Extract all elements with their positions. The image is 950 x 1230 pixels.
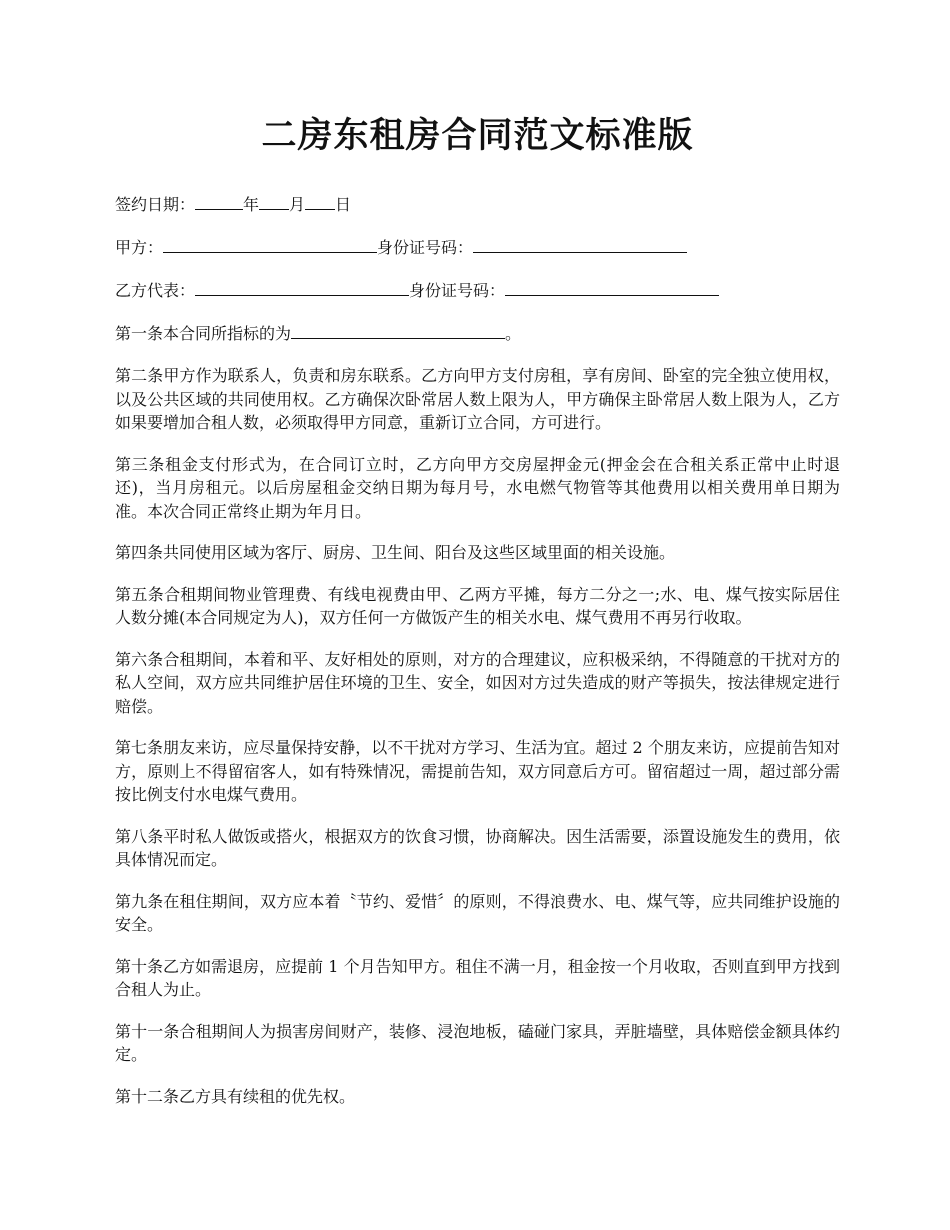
day-blank (305, 192, 335, 210)
sign-date-line (115, 192, 840, 217)
clause-5: 第五条合租期间物业管理费、有线电视费由甲、乙两方平摊，每方二分之一;水、电、煤气按实际居住人数分摊(本合同规定为人)，双方任何一方做饭产生的相关水电、煤气费用不再另行收取。 (115, 584, 840, 627)
party-a-id-label: 身份证号码： (377, 238, 474, 257)
clause-10: 第十条乙方如需退房，应提前 1 个月告知甲方。租住不满一月，租金按一个月收取，否则直到甲方找到合租人为止。 (115, 956, 840, 999)
clause-11: 第十一条合租期间人为损害房间财产，装修、浸泡地板，磕碰门家具，弄脏墙壁，具体赔偿金额具体约定。 (115, 1021, 840, 1064)
party-a-label: 甲方： (115, 238, 164, 257)
clause-1-suffix: 。 (505, 324, 522, 343)
month-blank (259, 192, 289, 210)
document-title: 二房东租房合同范文标准版 (261, 115, 694, 156)
party-b-id-blank (505, 278, 719, 296)
party-b-label: 乙方代表： (115, 281, 196, 300)
party-a-id-blank (473, 235, 687, 253)
clause-8: 第八条平时私人做饭或搭火，根据双方的饮食习惯，协商解决。因生活需要，添置设施发生的费用，依具体情况而定。 (115, 826, 840, 869)
clause-1-prefix: 第一条本合同所指标的为 (115, 324, 292, 343)
party-b-name-blank (195, 278, 409, 296)
clause-1 (115, 321, 840, 346)
party-a-name-blank (163, 235, 377, 253)
year-blank (195, 192, 243, 210)
clause-3: 第三条租金支付形式为，在合同订立时，乙方向甲方交房屋押金元(押金会在合租关系正常中止时退还)，当月房租元。以后房屋租金交纳日期为每月号，水电燃气物管等其他费用以相关费用单日期为准。本次合同正常终止期为年月日。 (115, 454, 840, 521)
contract-document (115, 110, 840, 1126)
clause-6: 第六条合租期间，本着和平、友好相处的原则，对方的合理建议，应积极采纳，不得随意的干扰对方的私人空间，双方应共同维护居住环境的卫生、安全，如因对方过失造成的财产等损失，按法律规定进行赔偿。 (115, 649, 840, 716)
party-b-line (115, 278, 840, 303)
clause-7: 第七条朋友来访，应尽量保持安静，以不干扰对方学习、生活为宜。超过 2 个朋友来访，应提前告知对方，原则上不得留宿客人，如有特殊情况，需提前告知，双方同意后方可。留宿超过一周，超过部分需按比例支付水电煤气费用。 (115, 738, 840, 804)
year-label: 年 (243, 195, 260, 214)
sign-date-label: 签约日期： (115, 195, 196, 214)
clause-2: 第二条甲方作为联系人，负责和房东联系。乙方向甲方支付房租，享有房间、卧室的完全独立使用权，以及公共区域的共同使用权。乙方确保次卧常居人数上限为人，甲方确保主卧常居人数上限为人，乙方如果要增加合租人数，必须取得甲方同意，重新订立合同，方可进行。 (115, 366, 840, 432)
clause-4: 第四条共同使用区域为客厅、厨房、卫生间、阳台及这些区域里面的相关设施。 (115, 543, 676, 562)
month-label: 月 (289, 195, 306, 214)
party-b-id-label: 身份证号码： (409, 281, 506, 300)
clause-12: 第十二条乙方具有续租的优先权。 (115, 1086, 356, 1106)
clause-1-blank (291, 321, 505, 339)
party-a-line (115, 235, 840, 260)
day-label: 日 (335, 195, 352, 214)
clause-9: 第九条在租住期间，双方应本着〝节约、爱惜〞的原则，不得浪费水、电、煤气等，应共同维护设施的安全。 (115, 891, 840, 934)
